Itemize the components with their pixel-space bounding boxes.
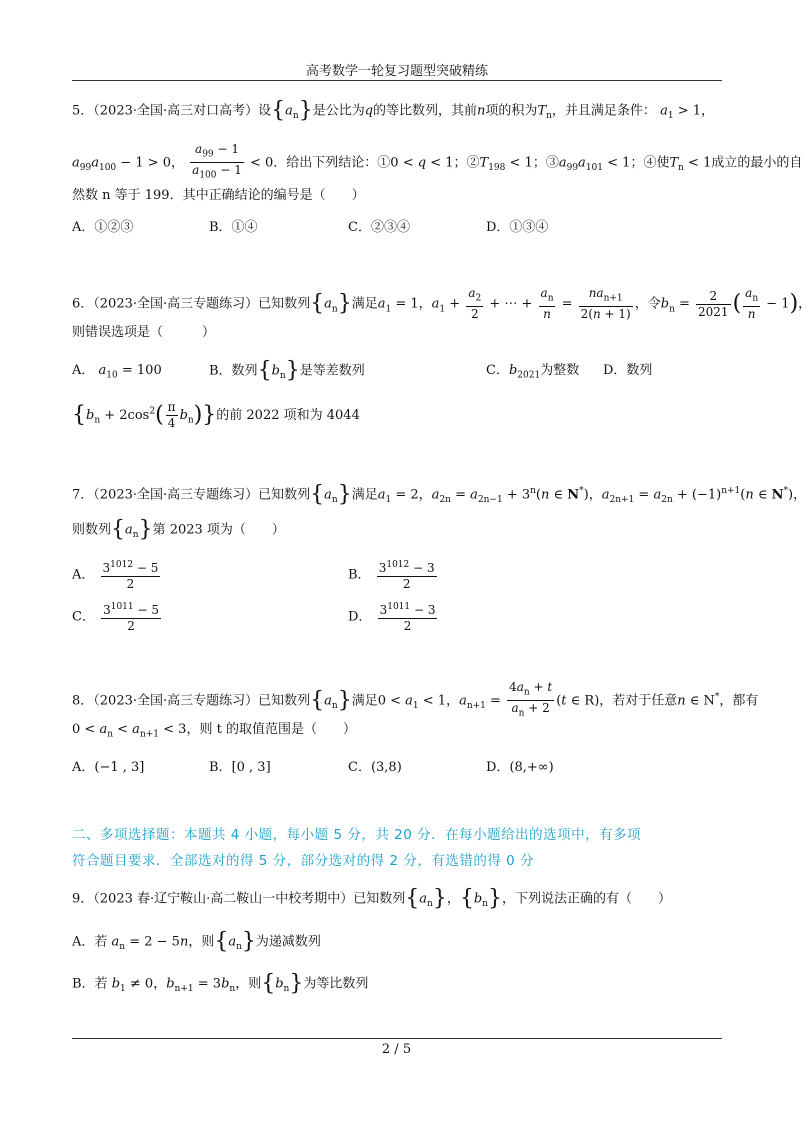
q8-line2: $0 < a_n < a_{n+1} < 3$，则 t 的取值范围是（ ） bbox=[72, 722, 356, 740]
q7-option-d: D． $\frac{3^{1011} - 3}{2}$ bbox=[348, 602, 436, 633]
page-header: 高考数学一轮复习题型突破精练 bbox=[72, 60, 722, 81]
q9-option-b: B．若 $b_1 \ne 0$，$b_{n+1} = 3b_n$，则$\{b_n\}$为等比数列 bbox=[72, 971, 369, 996]
q9-option-a: A．若 $a_n = 2 - 5n$，则$\{a_n\}$为递减数列 bbox=[72, 929, 321, 954]
q5-option-c: C．②③④ bbox=[348, 220, 410, 235]
page-number: 2 / 5 bbox=[381, 1042, 412, 1057]
section2-heading: 二、多项选择题：本题共 4 小题，每小题 5 分，共 20 分．在每小题给出的选项中，有多项 符合题目要求．全部选对的得 5 分，部分选对的得 2 分，有选错的得 0 分 bbox=[72, 827, 642, 869]
q6-option-b: B．数列$\{b_n\}$是等差数列 bbox=[209, 358, 365, 383]
q8-option-c: C．(3,8) bbox=[348, 760, 402, 775]
footer-divider bbox=[72, 1038, 722, 1039]
q7-line1: 7．（2023·全国·高三专题练习）已知数列$\{a_n\}$满足$a_1 = 2$，$a_{2n} = a_{2n-1} + 3^n(n$ ∈ N*)，$a_{2n+1} = a_{2n} + (-1)^{n+1}(n$ ∈ N*)， bbox=[72, 481, 807, 507]
q6-line1: 6．（2023·全国·高三专题练习）已知数列$\{a_n\}$满足$a_1 = 1$，$a_1$ + $\frac{a_2}{2}$ + ⋯ + $\frac{a_n}{n}$ = $\frac{na_{n+1}}{2(n + 1)}$ ，令$b_n$ = $\frac{2}{2021}$ ( $\frac{a_n}{n}$ − 1)， bbox=[72, 286, 811, 322]
q8-option-b: B．[0 , 3] bbox=[209, 760, 271, 775]
q6-option-d: D．数列 bbox=[603, 363, 653, 378]
q5-prefix: 5．（2023·全国·高三对口高考）设 bbox=[72, 103, 272, 119]
q5-option-b: B．①④ bbox=[209, 220, 258, 235]
q5-option-d: D．①③④ bbox=[486, 220, 549, 235]
q5-line1: 5．（2023·全国·高三对口高考）设$\{a_n\}$是公比为q的等比数列，其前n项的积为$T_n$，并且满足条件： $a_1 > 1$， bbox=[72, 98, 714, 123]
q6-option-a: A． $a_{10} = 100$ bbox=[72, 363, 162, 381]
q7-option-b: B． $\frac{3^{1012} - 3}{2}$ bbox=[348, 560, 435, 591]
q7-line2: 则数列$\{a_n\}$第 2023 项为（ ） bbox=[72, 517, 285, 542]
q5-option-a: A．①②③ bbox=[72, 220, 134, 235]
q5-line3: 然数 n 等于 199．其中正确结论的编号是（ ） bbox=[72, 188, 365, 203]
q8-line1: 8．（2023·全国·高三专题练习）已知数列$\{a_n\}$满足$0 < a_1 < 1$，$a_{n+1}$ = $\frac{4a_n + t}{a_n + 2}$ (t ∈ R)，若对于任意n ∈ N*，都有 bbox=[72, 680, 759, 719]
q9-line1: 9．（2023 春·辽宁鞍山·高二鞍山一中校考期中）已知数列$\{a_n\}$，$\{b_n\}$，下列说法正确的有（ ） bbox=[72, 886, 671, 911]
q8-option-d: D．(8,+∞) bbox=[486, 760, 554, 775]
q8-option-a: A．(−1 , 3] bbox=[72, 760, 145, 775]
q6-line4: {$b_n + 2\cos^2$( $\frac{\pi}{4}$ $b_n$)}的前 2022 项和为 4044 bbox=[72, 400, 360, 430]
q7-option-a: A． $\frac{3^{1012} - 5}{2}$ bbox=[72, 560, 159, 591]
q6-option-c: C．$b_{2021}$为整数 bbox=[486, 363, 580, 381]
q7-option-c: C． $\frac{3^{1011} - 5}{2}$ bbox=[72, 602, 159, 633]
q5-line2: $a_{99}a_{100} - 1 > 0$， $\frac{a_{99} - 1}{a_{100} - 1}$ < 0．给出下列结论：①0 < q < 1；$②T_{198} < 1$；$③a_{99}a_{101} < 1$；④使$T_n < 1$成立的最小的自 bbox=[72, 142, 803, 181]
q6-line2: 则错误选项是（ ） bbox=[72, 325, 216, 340]
